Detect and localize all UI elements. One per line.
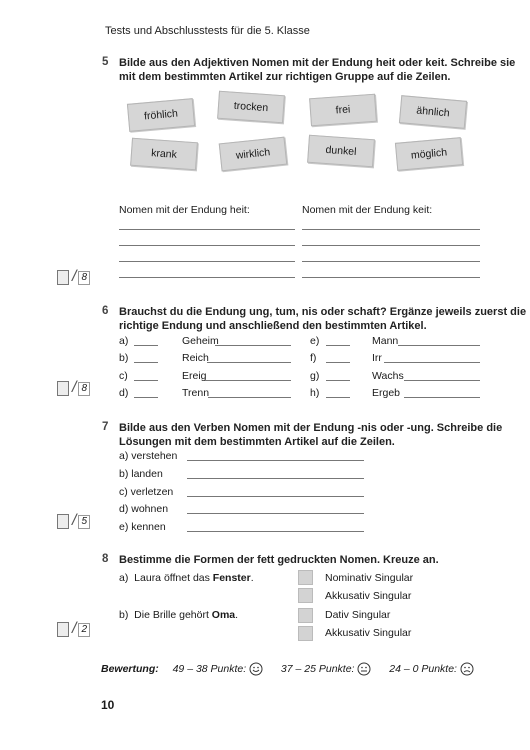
task-6-instruction-line2: richtige Endung und anschließend den bestimmten Artikel. bbox=[119, 320, 427, 332]
ending-blank[interactable] bbox=[134, 380, 158, 381]
option-label: Akkusativ Singular bbox=[325, 627, 412, 639]
item-label: b) bbox=[119, 352, 129, 364]
task-5-number: 5 bbox=[102, 56, 109, 68]
rating-row bbox=[101, 662, 474, 676]
task-6-number: 6 bbox=[102, 305, 109, 317]
word-stem: Trenn bbox=[182, 387, 210, 399]
word-card: ähnlich bbox=[399, 95, 467, 129]
checkbox[interactable] bbox=[298, 608, 313, 623]
answer-line[interactable] bbox=[187, 460, 364, 461]
option-label: Akkusativ Singular bbox=[325, 590, 412, 602]
sad-smiley-icon bbox=[460, 662, 474, 676]
rating-label: Bewertung: bbox=[101, 662, 159, 675]
word-card: wirklich bbox=[219, 137, 288, 172]
answer-line[interactable] bbox=[187, 531, 364, 532]
word-card: frei bbox=[309, 94, 377, 127]
score-max: 5 bbox=[78, 515, 90, 529]
answer-line[interactable] bbox=[208, 397, 291, 398]
sentence-a bbox=[119, 572, 254, 584]
word-card: trocken bbox=[217, 91, 285, 124]
verb-item: c) verletzen bbox=[119, 486, 174, 498]
word-card: dunkel bbox=[307, 135, 375, 168]
rating-range-3: 24 – 0 Punkte: bbox=[389, 662, 457, 675]
page-number: 10 bbox=[101, 698, 115, 712]
ending-blank[interactable] bbox=[326, 397, 350, 398]
word-card: krank bbox=[130, 138, 198, 171]
verb-item: d) wohnen bbox=[119, 503, 169, 515]
word-stem: Irr bbox=[372, 352, 382, 364]
sentence-b bbox=[119, 609, 238, 621]
task-7-instruction-line1: Bilde aus den Verben Nomen mit der Endung -nis oder -ung. Schreibe die bbox=[119, 422, 503, 434]
heit-column-heading: Nomen mit der Endung heit: bbox=[119, 204, 250, 216]
sentence-b-bold-noun: Oma bbox=[211, 609, 236, 621]
item-label: h) bbox=[310, 387, 320, 399]
word-stem: Ergeb bbox=[372, 387, 401, 399]
word-stem: Reich bbox=[182, 352, 209, 364]
score-input-box[interactable] bbox=[57, 381, 69, 396]
ending-blank[interactable] bbox=[134, 362, 158, 363]
answer-line[interactable] bbox=[302, 245, 480, 246]
answer-line[interactable] bbox=[207, 362, 291, 363]
task-7-instruction-line2: Lösungen mit dem bestimmten Artikel auf die Zeilen. bbox=[119, 436, 395, 448]
task-6-instruction-line1: Brauchst du die Endung ung, tum, nis oder schaft? Ergänze jeweils zuerst die bbox=[119, 306, 527, 318]
answer-line[interactable] bbox=[187, 478, 364, 479]
option-label: Dativ Singular bbox=[325, 609, 391, 621]
answer-line[interactable] bbox=[302, 277, 480, 278]
score-slash: / bbox=[72, 620, 77, 637]
sentence-b-end: . bbox=[235, 609, 239, 621]
answer-line[interactable] bbox=[302, 261, 480, 262]
score-box-task-8[interactable] bbox=[57, 621, 90, 637]
sentence-b-text: b) Die Brille gehört bbox=[119, 609, 212, 621]
sentence-a-end: . bbox=[250, 572, 254, 584]
score-input-box[interactable] bbox=[57, 514, 69, 529]
word-stem: Mann bbox=[372, 335, 399, 347]
score-box-task-5[interactable] bbox=[57, 269, 90, 285]
rating-range-1: 49 – 38 Punkte: bbox=[172, 662, 247, 675]
score-slash: / bbox=[72, 379, 77, 396]
verb-item: e) kennen bbox=[119, 521, 166, 533]
checkbox[interactable] bbox=[298, 626, 313, 641]
neutral-smiley-icon bbox=[357, 662, 371, 676]
answer-line[interactable] bbox=[119, 277, 295, 278]
word-stem: Ereig bbox=[182, 370, 207, 382]
answer-line[interactable] bbox=[187, 496, 364, 497]
score-input-box[interactable] bbox=[57, 270, 69, 285]
ending-blank[interactable] bbox=[134, 397, 158, 398]
answer-line[interactable] bbox=[384, 362, 480, 363]
ending-blank[interactable] bbox=[326, 380, 350, 381]
answer-line[interactable] bbox=[119, 261, 295, 262]
task-5-instruction-line1: Bilde aus den Adjektiven Nomen mit der Endung heit oder keit. Schreibe sie bbox=[119, 57, 516, 69]
answer-line[interactable] bbox=[119, 245, 295, 246]
answer-line[interactable] bbox=[404, 397, 480, 398]
answer-line[interactable] bbox=[119, 229, 295, 230]
item-label: a) bbox=[119, 335, 129, 347]
answer-line[interactable] bbox=[302, 229, 480, 230]
answer-line[interactable] bbox=[398, 345, 480, 346]
item-label: g) bbox=[310, 370, 320, 382]
verb-item: a) verstehen bbox=[119, 450, 178, 462]
score-box-task-7[interactable] bbox=[57, 513, 90, 529]
score-max: 8 bbox=[78, 271, 90, 285]
score-box-task-6[interactable] bbox=[57, 380, 90, 396]
answer-line[interactable] bbox=[187, 513, 364, 514]
item-label: e) bbox=[310, 335, 320, 347]
happy-smiley-icon bbox=[249, 662, 263, 676]
task-7-number: 7 bbox=[102, 421, 109, 433]
score-input-box[interactable] bbox=[57, 622, 69, 637]
task-8-instruction: Bestimme die Formen der fett gedruckten Nomen. Kreuze an. bbox=[119, 554, 439, 566]
option-label: Nominativ Singular bbox=[325, 572, 414, 584]
item-label: c) bbox=[119, 370, 128, 382]
word-card: fröhlich bbox=[127, 98, 195, 132]
word-stem: Geheim bbox=[182, 335, 219, 347]
score-slash: / bbox=[72, 512, 77, 529]
sentence-a-bold-noun: Fenster bbox=[212, 572, 251, 584]
ending-blank[interactable] bbox=[134, 345, 158, 346]
word-card: möglich bbox=[395, 137, 463, 171]
checkbox[interactable] bbox=[298, 588, 313, 603]
rating-range-2: 37 – 25 Punkte: bbox=[280, 662, 355, 675]
page-header: Tests und Abschlusstests für die 5. Klasse bbox=[105, 25, 310, 37]
verb-item: b) landen bbox=[119, 468, 163, 480]
task-8-number: 8 bbox=[102, 553, 109, 565]
answer-line[interactable] bbox=[205, 380, 291, 381]
score-max: 8 bbox=[78, 382, 90, 396]
ending-blank[interactable] bbox=[326, 345, 350, 346]
answer-line[interactable] bbox=[215, 345, 291, 346]
score-slash: / bbox=[72, 268, 77, 285]
checkbox[interactable] bbox=[298, 570, 313, 585]
sentence-a-text: a) Laura öffnet das bbox=[119, 572, 213, 584]
score-max: 2 bbox=[78, 623, 90, 637]
item-label: f) bbox=[310, 352, 317, 364]
keit-column-heading: Nomen mit der Endung keit: bbox=[302, 204, 433, 216]
word-stem: Wachs bbox=[372, 370, 404, 382]
answer-line[interactable] bbox=[404, 380, 480, 381]
item-label: d) bbox=[119, 387, 129, 399]
task-5-instruction-line2: mit dem bestimmten Artikel zur richtigen Gruppe auf die Zeilen. bbox=[119, 71, 451, 83]
ending-blank[interactable] bbox=[326, 362, 350, 363]
